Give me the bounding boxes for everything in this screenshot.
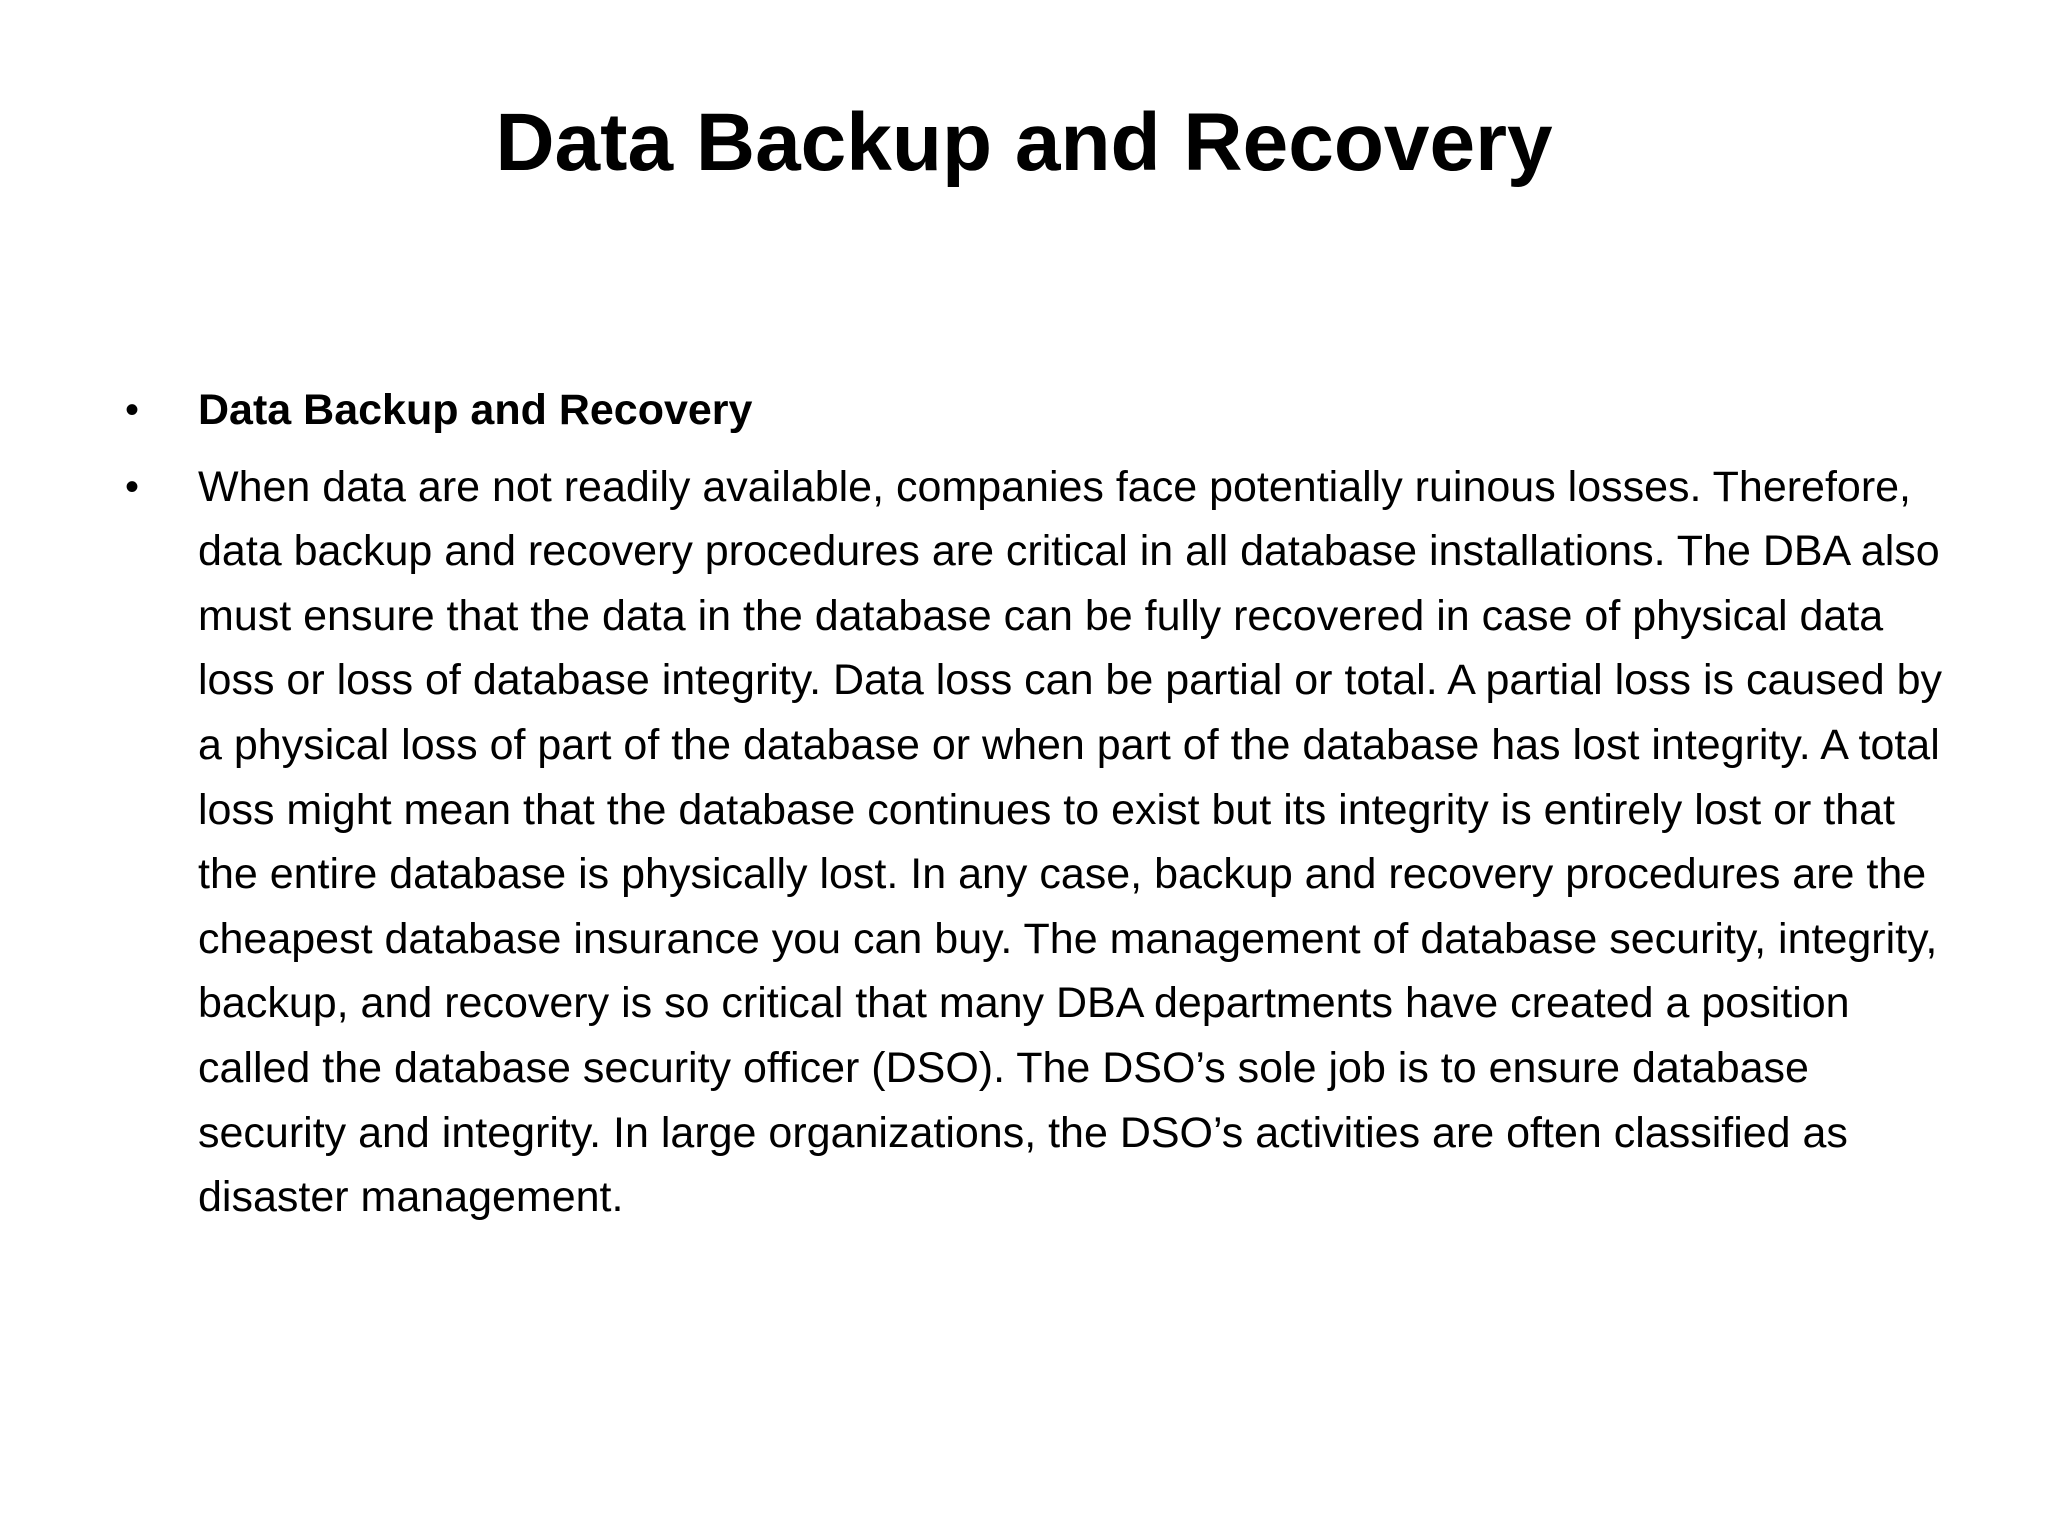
- bullet-heading-text: Data Backup and Recovery: [198, 386, 753, 434]
- bullet-item-body: [120, 455, 1950, 1230]
- slide-title: Data Backup and Recovery: [495, 97, 1553, 188]
- bullet-list: [120, 378, 1950, 1242]
- bullet-dot-icon: •: [125, 464, 140, 509]
- bullet-item-heading: [120, 378, 1950, 443]
- bullet-body-text: When data are not readily available, companies face potentially ruinous losses. Therefore, data backup and recovery procedures are critical in all database installations. The DBA also must ensure that the data in the database can be fully recovered in case of physical data loss or loss of database integrity. Data loss can be partial or total. A partial loss is caused by a physical loss of part of the database or when part of the database has lost integrity. A total loss might mean that the database continues to exist but its integrity is entirely lost or that the entire database is physically lost. In any case, backup and recovery procedures are the cheapest database insurance you can buy. The management of database security, integrity, backup, and recovery is so critical that many DBA departments have created a position called the database security officer (DSO). The DSO’s sole job is to ensure database security and integrity. In large organizations, the DSO’s activities are often classified as disaster management.: [198, 462, 1942, 1222]
- bullet-dot-icon: •: [125, 388, 140, 432]
